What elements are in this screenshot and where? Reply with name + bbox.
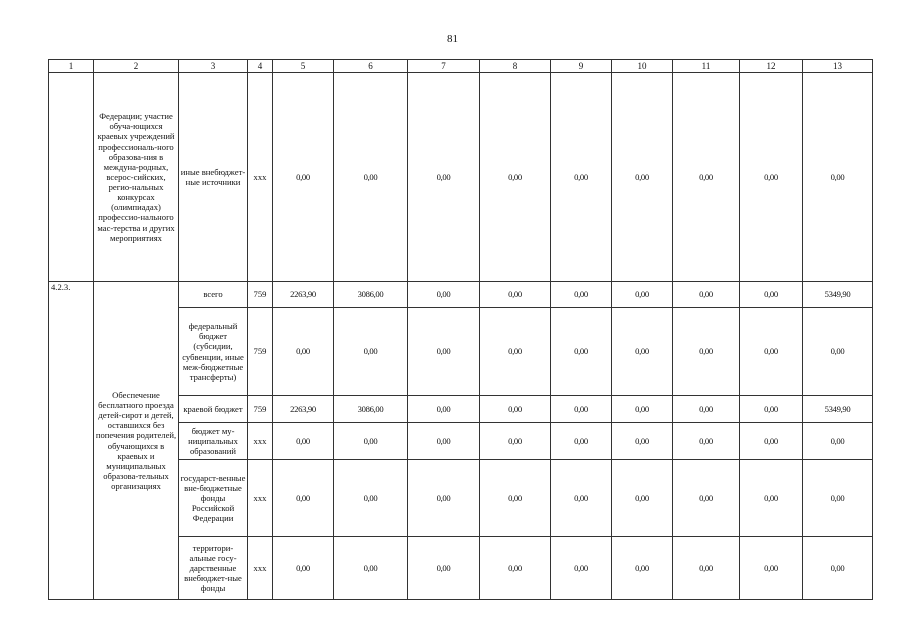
value-cell: 0,00 [740,396,803,423]
value-cell: 0,00 [673,308,740,396]
value-cell: 0,00 [673,537,740,600]
column-number: 10 [612,60,673,73]
value-cell: 0,00 [334,460,408,537]
value-cell: 0,00 [740,73,803,282]
budget-code: 759 [248,396,273,423]
funding-source: иные внебюджет-ные источники [179,73,248,282]
column-number: 11 [673,60,740,73]
funding-source: территори-альные госу-дарственные внебюджет-ные фонды [179,537,248,600]
budget-code: ххх [248,73,273,282]
value-cell: 0,00 [408,396,480,423]
value-cell: 0,00 [408,460,480,537]
budget-table [48,59,873,600]
column-number: 1 [49,60,94,73]
column-number-row [49,60,873,73]
item-description: Обеспечение бесплатного проезда детей-сирот и детей, оставшихся без попечения родителей, обучающихся в краевых и муниципальных образова-тельных организациях [94,282,179,600]
budget-code: ххх [248,537,273,600]
column-number: 8 [480,60,551,73]
value-cell: 3086,00 [334,282,408,308]
value-cell: 0,00 [480,282,551,308]
value-cell: 0,00 [273,423,334,460]
value-cell: 0,00 [740,537,803,600]
value-cell: 0,00 [480,396,551,423]
column-number: 3 [179,60,248,73]
value-cell: 0,00 [612,423,673,460]
item-number: 4.2.3. [49,282,94,600]
column-number: 9 [551,60,612,73]
column-number: 5 [273,60,334,73]
funding-source: краевой бюджет [179,396,248,423]
value-cell: 0,00 [740,282,803,308]
continuation-description: Федерации; участие обуча-ющихся краевых учреждений профессиональ-ного образова-ния в междуна-родных, всерос-сийских, регио-нальных конкурсах (олимпиадах) профессио-нального мас-терства и других мероприятиях [94,73,179,282]
column-number: 6 [334,60,408,73]
value-cell: 0,00 [408,423,480,460]
column-number: 2 [94,60,179,73]
value-cell: 0,00 [551,73,612,282]
value-cell: 0,00 [612,73,673,282]
value-cell: 0,00 [803,423,873,460]
value-cell: 0,00 [551,537,612,600]
value-cell: 0,00 [273,537,334,600]
funding-source: бюджет му-ниципальных образований [179,423,248,460]
item-number-cell [49,73,94,282]
value-cell: 0,00 [273,73,334,282]
value-cell: 0,00 [612,396,673,423]
value-cell: 0,00 [480,308,551,396]
value-cell: 5349,90 [803,396,873,423]
value-cell: 0,00 [551,282,612,308]
table-row [49,282,873,308]
value-cell: 0,00 [612,537,673,600]
value-cell: 0,00 [408,282,480,308]
funding-source: государст-венные вне-бюджетные фонды Российской Федерации [179,460,248,537]
value-cell: 0,00 [673,282,740,308]
value-cell: 0,00 [480,460,551,537]
value-cell: 0,00 [480,537,551,600]
budget-code: ххх [248,423,273,460]
value-cell: 0,00 [408,308,480,396]
column-number: 7 [408,60,480,73]
value-cell: 0,00 [803,73,873,282]
continuation-row [49,73,873,282]
column-number: 13 [803,60,873,73]
value-cell: 0,00 [551,308,612,396]
value-cell: 0,00 [334,308,408,396]
value-cell: 0,00 [612,282,673,308]
value-cell: 0,00 [673,460,740,537]
value-cell: 0,00 [612,308,673,396]
value-cell: 0,00 [803,308,873,396]
value-cell: 0,00 [334,73,408,282]
value-cell: 0,00 [334,423,408,460]
value-cell: 0,00 [803,537,873,600]
value-cell: 0,00 [673,423,740,460]
value-cell: 5349,90 [803,282,873,308]
page-number: 81 [447,33,458,45]
value-cell: 0,00 [480,423,551,460]
value-cell: 0,00 [740,308,803,396]
budget-code: 759 [248,282,273,308]
value-cell: 0,00 [551,460,612,537]
value-cell: 2263,90 [273,396,334,423]
value-cell: 0,00 [740,460,803,537]
value-cell: 0,00 [408,537,480,600]
value-cell: 0,00 [273,308,334,396]
value-cell: 0,00 [673,73,740,282]
value-cell: 2263,90 [273,282,334,308]
value-cell: 0,00 [480,73,551,282]
value-cell: 3086,00 [334,396,408,423]
budget-code: 759 [248,308,273,396]
budget-code: ххх [248,460,273,537]
funding-source: федеральный бюджет (субсидии, субвенции, иные меж-бюджетные трансферты) [179,308,248,396]
value-cell: 0,00 [408,73,480,282]
column-number: 4 [248,60,273,73]
value-cell: 0,00 [334,537,408,600]
funding-source: всего [179,282,248,308]
value-cell: 0,00 [551,396,612,423]
value-cell: 0,00 [673,396,740,423]
column-number: 12 [740,60,803,73]
value-cell: 0,00 [273,460,334,537]
value-cell: 0,00 [740,423,803,460]
value-cell: 0,00 [612,460,673,537]
value-cell: 0,00 [551,423,612,460]
value-cell: 0,00 [803,460,873,537]
